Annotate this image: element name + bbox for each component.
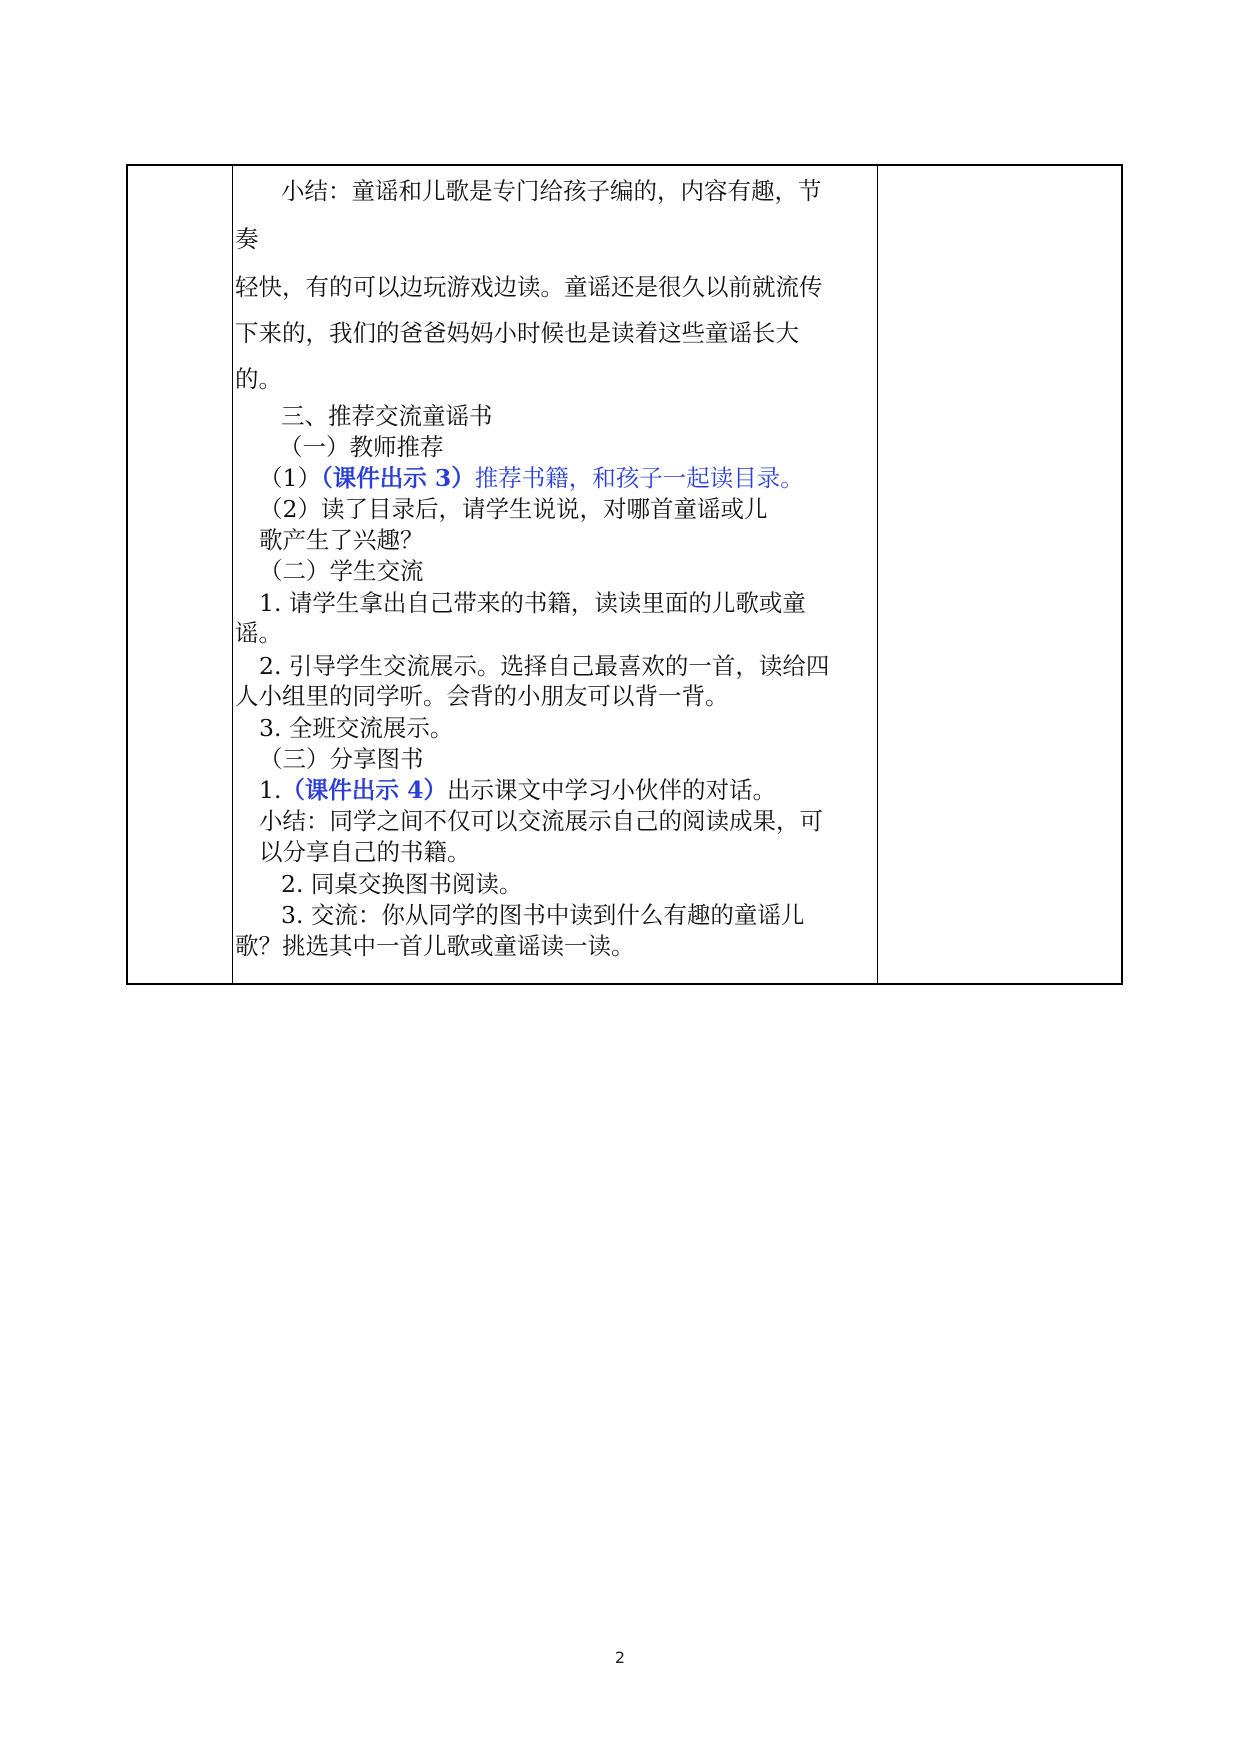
table-cell-right bbox=[879, 166, 1121, 983]
text-line: 以分享自己的书籍。 bbox=[259, 838, 471, 866]
table-cell-left bbox=[128, 166, 233, 983]
text-line: 2. 同桌交换图书阅读。 bbox=[281, 870, 523, 898]
text-line: 奏 bbox=[235, 225, 259, 253]
text-line: 小结：同学之间不仅可以交流展示自己的阅读成果，可 bbox=[259, 807, 823, 835]
text-line: 1. 请学生拿出自己带来的书籍，读读里面的儿歌或童 bbox=[259, 589, 806, 617]
subsection-heading: （一）教师推荐 bbox=[279, 433, 444, 461]
courseware-text: 推荐书籍，和孩子一起读目录。 bbox=[474, 464, 804, 492]
text-line: 2. 引导学生交流展示。选择自己最喜欢的一首，读给四 bbox=[259, 652, 830, 680]
text-line-courseware bbox=[259, 463, 804, 493]
text-line: 下来的，我们的爸爸妈妈小时候也是读着这些童谣长大 bbox=[235, 319, 799, 347]
line-prefix: 1. bbox=[259, 776, 282, 804]
line-text: 出示课文中学习小伙伴的对话。 bbox=[446, 776, 776, 804]
line-prefix: （1） bbox=[259, 464, 321, 492]
text-line: 轻快，有的可以边玩游戏边读。童谣还是很久以前就流传 bbox=[235, 273, 823, 301]
text-line-courseware bbox=[259, 775, 776, 805]
lesson-table bbox=[126, 164, 1123, 985]
text-line: 3. 全班交流展示。 bbox=[259, 714, 454, 742]
table-cell-content bbox=[233, 166, 878, 983]
text-line: （2）读了目录后，请学生说说，对哪首童谣或儿 bbox=[259, 495, 768, 523]
courseware-label: （课件出示 3） bbox=[320, 464, 475, 492]
courseware-label: （课件出示 4） bbox=[281, 776, 447, 804]
subsection-heading: （二）学生交流 bbox=[259, 557, 424, 585]
text-line: 3. 交流：你从同学的图书中读到什么有趣的童谣儿 bbox=[281, 901, 805, 929]
text-line: 歌产生了兴趣？ bbox=[259, 526, 424, 554]
section-heading: 三、推荐交流童谣书 bbox=[281, 402, 493, 430]
text-line: 人小组里的同学听。会背的小朋友可以背一背。 bbox=[235, 682, 729, 710]
subsection-heading: （三）分享图书 bbox=[259, 745, 424, 773]
text-line: 的。 bbox=[235, 365, 282, 393]
text-line: 歌？挑选其中一首儿歌或童谣读一读。 bbox=[235, 932, 635, 960]
page-number: 2 bbox=[614, 1648, 626, 1667]
text-line: 小结：童谣和儿歌是专门给孩子编的，内容有趣，节 bbox=[281, 177, 822, 205]
text-line: 谣。 bbox=[235, 619, 282, 647]
